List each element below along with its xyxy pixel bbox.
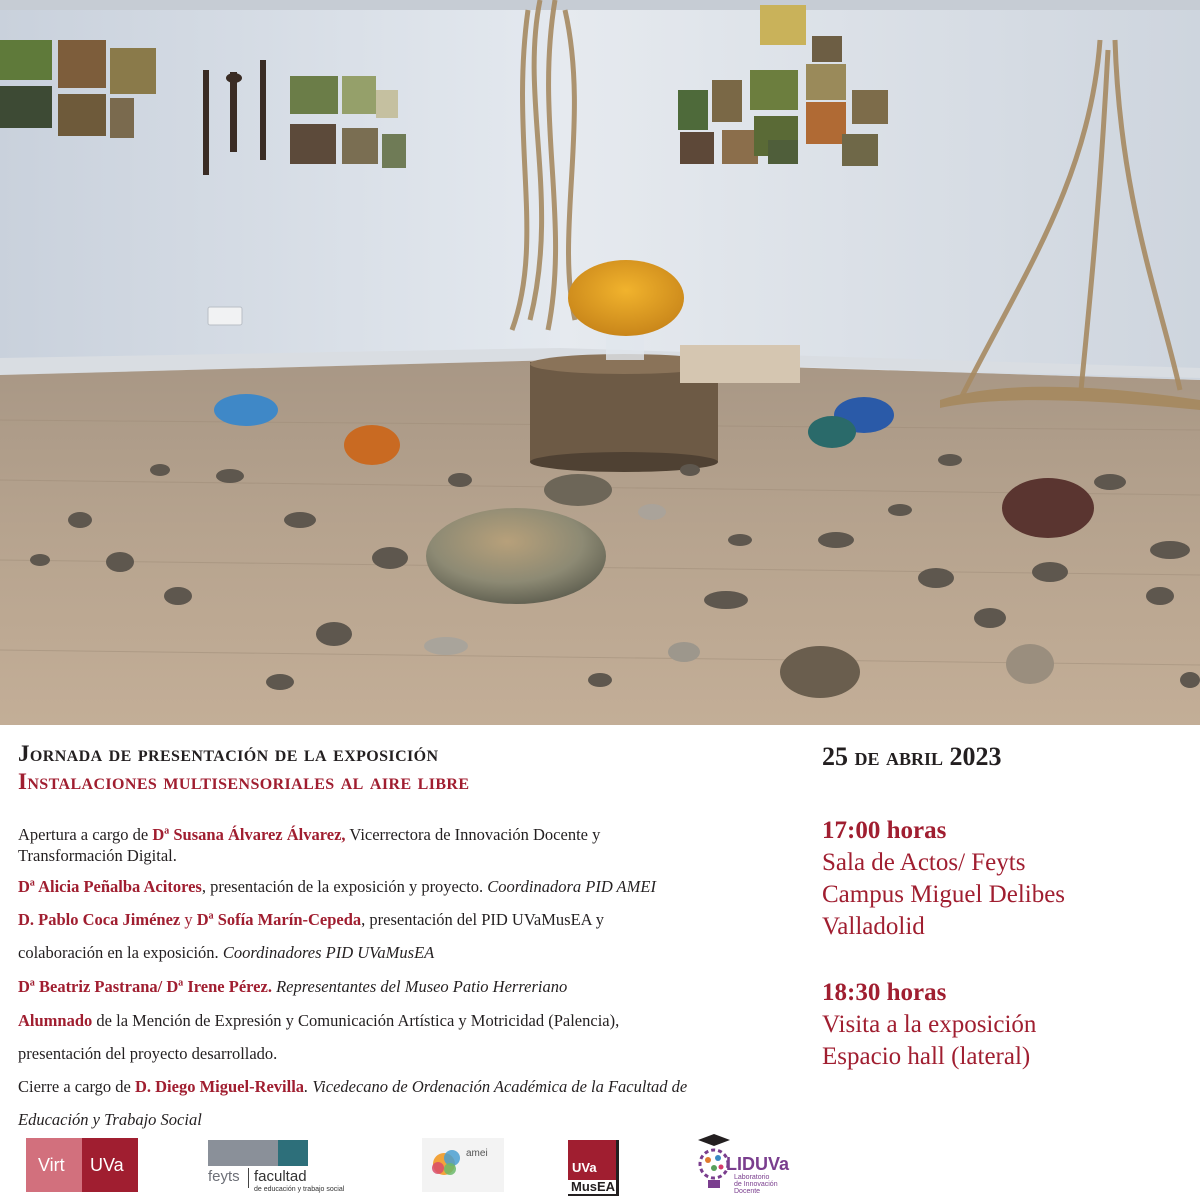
amei-mark-icon <box>422 1138 504 1192</box>
event-header <box>18 740 469 796</box>
liduva-sub-3: Docente <box>734 1188 761 1195</box>
program-item-pid-cont: colaboración en la exposición. Coordinadores PID UVaMusEA <box>18 943 435 962</box>
program-item-closing-cont: Educación y Trabajo Social <box>18 1110 202 1129</box>
event-title: Jornada de presentación de la exposición <box>18 741 439 766</box>
program-item-opening: Apertura a cargo de Dª Susana Álvarez Álvarez, Vicerrectora de Innovación Docente y <box>18 825 601 844</box>
program-item-opening-cont: Transformación Digital. <box>18 846 177 865</box>
program-item-closing: Cierre a cargo de D. Diego Miguel-Revilla. Vicedecano de Ordenación Académica de la Facultad de <box>18 1077 688 1096</box>
logo-strip <box>0 1134 1200 1200</box>
program-item-museum: Dª Beatriz Pastrana/ Dª Irene Pérez. Representantes del Museo Patio Herreriano <box>18 977 568 996</box>
program-item-students: Alumnado de la Mención de Expresión y Comunicación Artística y Motricidad (Palencia), <box>18 1011 620 1030</box>
place-2-line-2: Espacio hall (lateral) <box>822 1043 1031 1070</box>
amei-logo: amei <box>422 1138 504 1192</box>
exhibition-title: Instalaciones multisensoriales al aire libre <box>18 769 470 794</box>
schedule <box>822 740 1192 1073</box>
feyts-logo: feyts facultad de educación y trabajo social <box>208 1140 358 1192</box>
place-1-line-3: Valladolid <box>822 913 925 940</box>
time-2: 18:30 horas <box>822 979 947 1006</box>
time-1: 17:00 horas <box>822 817 947 844</box>
program-item-presentation: Dª Alicia Peñalba Acitores, presentación de la exposición y proyecto. Coordinadora PID AMEI <box>18 877 656 896</box>
program-item-students-cont: presentación del proyecto desarrollado. <box>18 1044 278 1063</box>
event-date: 25 de abril 2023 <box>822 742 1002 771</box>
liduva-sub-1: Laboratorio <box>734 1174 770 1181</box>
liduva-sub-2: de Innovación <box>734 1181 778 1188</box>
place-2-line-1: Visita a la exposición <box>822 1011 1037 1038</box>
liduva-logo: LIDUVa Laboratorio de Innovación Docente <box>694 1134 834 1198</box>
uva-musea-logo: UVa MusEA <box>568 1140 628 1196</box>
virt-uva-logo: Virt UVa <box>26 1138 138 1192</box>
program-item-pid: D. Pablo Coca Jiménez y Dª Sofía Marín-Cepeda, presentación del PID UVaMusEA y <box>18 910 605 929</box>
place-1-line-1: Sala de Actos/ Feyts <box>822 849 1026 876</box>
place-1-line-2: Campus Miguel Delibes <box>822 881 1066 908</box>
